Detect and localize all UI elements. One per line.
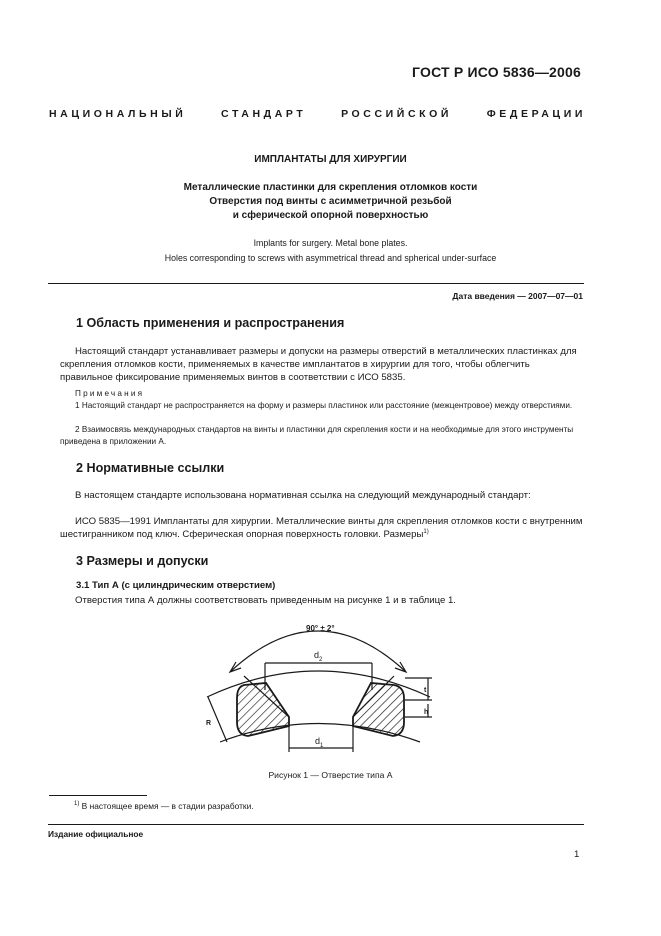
section-1-heading: 1 Область применения и распространения [76, 316, 345, 330]
r-label: R [206, 720, 212, 727]
d1-label: $d_1$ [315, 736, 324, 749]
footnote: $^{1)}$ В настоящее время — в стадии разработки. [74, 801, 254, 811]
subtitle-line: Отверстия под винты с асимметричной резьбой [209, 196, 452, 207]
section-2-heading: 2 Нормативные ссылки [76, 461, 225, 475]
document-title: ИМПЛАНТАТЫ ДЛЯ ХИРУРГИИ [254, 154, 407, 165]
notes-heading: Примечания [75, 389, 145, 398]
section-2-body: В настоящем стандарте использована нормативная ссылка на следующий международный стандарт: [75, 490, 531, 501]
section-right [353, 683, 404, 736]
angle-label: 90° ± 2° [306, 624, 335, 633]
standard-code: ГОСТ Р ИСО 5836—2006 [412, 64, 581, 80]
edition-label: Издание официальное [48, 829, 144, 839]
figure-caption: Рисунок 1 — Отверстие типа А [268, 770, 393, 780]
title-divider [48, 283, 584, 284]
footnote-number: 1) [74, 801, 80, 807]
normative-reference: ИСО 5835—1991 Имплантаты для хирургии. Металлические винты для скрепления отломков кости с внутренним шестигранником под ключ. Сферическая опорная поверхность головки. Размеры$^{1)}$ [60, 516, 583, 540]
d2-label: $d_2$ [314, 650, 323, 663]
english-title-line: Implants for surgery. Metal bone plates. [253, 238, 408, 248]
note-1: 1 Настоящий стандарт не распространяется на форму и размеры пластинок или расстояние (межцентровое) между отверстиями. [75, 401, 573, 410]
footnote-mark: 1) [423, 529, 429, 535]
subtitle-line: Металлические пластинки для скрепления отломков кости [183, 182, 478, 193]
document-subtitle [0, 181, 661, 223]
page-number: 1 [574, 849, 580, 860]
introduction-date: Дата введения — 2007—07—01 [452, 291, 583, 301]
t-label: t [424, 687, 427, 694]
section-left [237, 683, 289, 736]
note-2: 2 Взаимосвязь международных стандартов на винты и пластинки для скрепления кости и на необходимые для этого инструменты приведена в приложении А. [60, 425, 574, 446]
subtitle-line: и сферической опорной поверхностью [232, 210, 429, 221]
english-title-line: Holes corresponding to screws with asymmetrical thread and spherical under-surface [164, 253, 497, 263]
section-3-heading: 3 Размеры и допуски [76, 554, 209, 568]
national-standard-banner: НАЦИОНАЛЬНЫЙ СТАНДАРТ РОССИЙСКОЙ ФЕДЕРАЦИИ [49, 108, 586, 120]
footnote-divider [49, 795, 147, 796]
figure-1-drawing [190, 612, 450, 767]
subsection-3-1-heading: 3.1 Тип А (с цилиндрическим отверстием) [76, 580, 276, 591]
h-label: h [424, 709, 429, 716]
english-title [0, 236, 661, 266]
section-1-body: Настоящий стандарт устанавливает размеры и допуски на размеры отверстий в металлических пластинках для скрепления отломков кости, применяемых в качестве имплантатов в хирургии для того, чтобы облегчить правильное фиксирование применяемых винтов в соответствии с ИСО 5835. [60, 346, 577, 383]
subsection-3-1-body: Отверстия типа А должны соответствовать приведенным на рисунке 1 и в таблице 1. [75, 595, 456, 606]
bottom-divider [48, 824, 584, 825]
